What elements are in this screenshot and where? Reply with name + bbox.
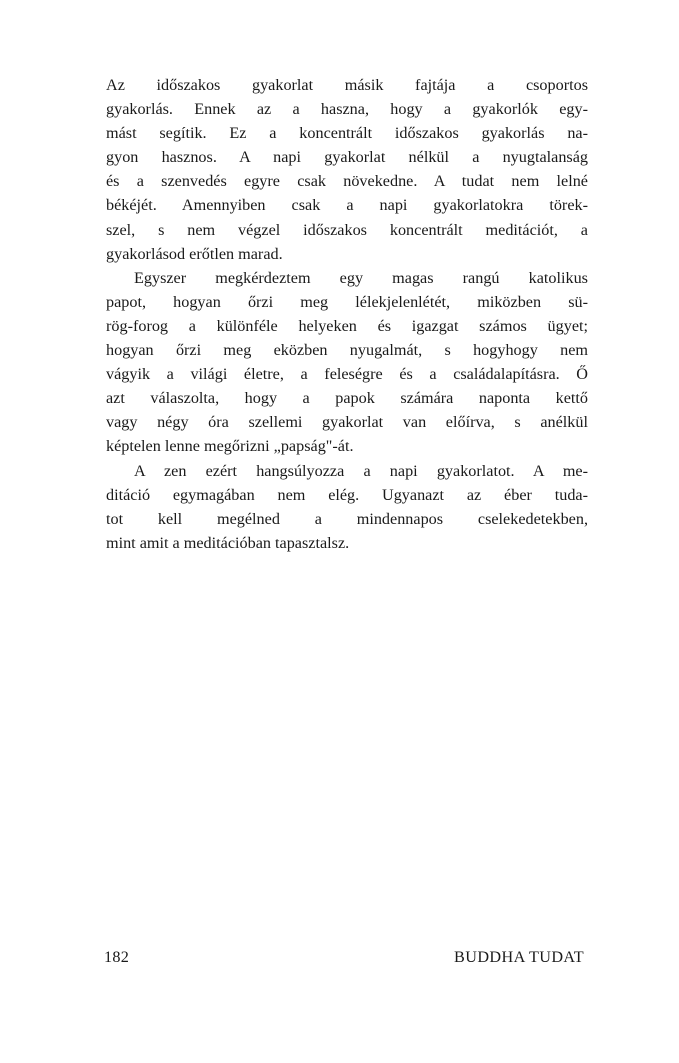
text-line: és a szenvedés egyre csak növekedne. A tudat nem lelné (106, 172, 588, 191)
page-number: 182 (104, 948, 130, 966)
text-line: rög-forog a különféle helyeken és igazgat számos ügyet; (106, 316, 588, 335)
text-line: mást segítik. Ez a koncentrált időszakos gyakorlás na- (106, 124, 588, 143)
text-line: hogyan őrzi meg eközben nyugalmát, s hogyhogy nem (106, 341, 588, 360)
paragraph-2 (106, 266, 588, 459)
text-line: A zen ezért hangsúlyozza a napi gyakorlatot. A me- (134, 461, 588, 480)
text-line: gyakorlás. Ennek az a haszna, hogy a gyakorlók egy- (106, 100, 588, 119)
text-line: Az időszakos gyakorlat másik fajtája a csoportos (106, 76, 588, 94)
paragraph-3 (106, 459, 588, 555)
text-line: képtelen lenne megőrizni „papság"-át. (106, 437, 354, 456)
text-line: vagy négy óra szellemi gyakorlat van előírva, s anélkül (106, 413, 588, 432)
text-line: tot kell megélned a mindennapos cselekedetekben, (106, 509, 588, 528)
text-line: gyon hasznos. A napi gyakorlat nélkül a nyugtalanság (106, 148, 588, 167)
page-footer (104, 948, 584, 974)
text-line: békéjét. Amennyiben csak a napi gyakorlatokra törek- (106, 196, 588, 215)
text-line: azt válaszolta, hogy a papok számára naponta kettő (106, 389, 588, 408)
text-line: mint amit a meditációban tapasztalsz. (106, 533, 350, 552)
text-line: ditáció egymagában nem elég. Ugyanazt az éber tuda- (106, 485, 588, 504)
text-line: szel, s nem végzel időszakos koncentrált meditációt, a (106, 220, 588, 239)
body-text (106, 73, 588, 555)
text-line: gyakorlásod erőtlen marad. (106, 244, 283, 263)
text-line: papot, hogyan őrzi meg lélekjelenlétét, miközben sü- (106, 292, 588, 311)
paragraph-1 (106, 73, 588, 266)
text-line: vágyik a világi életre, a feleségre és a családalapításra. Ő (106, 365, 588, 384)
running-title: BUDDHA TUDAT (454, 948, 584, 966)
text-line: Egyszer megkérdeztem egy magas rangú katolikus (134, 268, 588, 287)
